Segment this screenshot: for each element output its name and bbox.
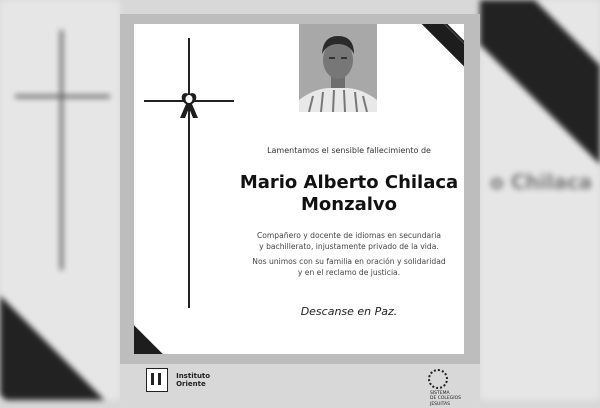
deceased-name: [226, 172, 464, 216]
ghost-cross-horizontal: [15, 95, 110, 98]
tribute-paragraph: [234, 230, 464, 252]
footer-logos: [120, 364, 480, 407]
closing-phrase: Descanse en Paz.: [300, 305, 398, 318]
cross-vertical-beam: [188, 38, 190, 308]
blurred-right-backdrop: [480, 0, 600, 400]
solidarity-line: Nos unimos con su familia en oración y solidaridad: [252, 257, 446, 266]
ghost-name-text: o Chilaca: [490, 170, 593, 194]
deceased-name-line1: Mario Alberto Chilaca: [239, 172, 459, 193]
instituto-oriente-wordmark: Instituto Oriente: [176, 372, 211, 388]
instituto-oriente-logo: [146, 368, 210, 392]
jesuit-sun-icon: [428, 369, 448, 389]
tribute-line: Compañero y docente de idiomas en secundaria: [256, 231, 442, 240]
ghost-cross-vertical: [60, 30, 63, 270]
solidarity-paragraph: [234, 256, 464, 278]
deceased-name-line2: Monzalvo: [301, 194, 397, 215]
ghost-mourning-band: [0, 269, 120, 400]
solidarity-line: y en el reclamo de justicia.: [297, 268, 401, 277]
sistema-colegios-jesuitas-logo: [428, 368, 480, 408]
mourning-band-bottom-left: [134, 314, 228, 354]
blurred-left-backdrop: [0, 0, 120, 400]
deceased-photo: [299, 24, 377, 112]
condolence-intro: Lamentamos el sensible fallecimiento de: [267, 146, 431, 155]
tribute-line: y bachillerato, injustamente privado de la vida.: [259, 242, 439, 251]
instituto-oriente-emblem-icon: [146, 368, 168, 392]
sistema-colegios-jesuitas-wordmark: SISTEMA DE COLEGIOS JESUITAS: [430, 390, 461, 407]
obituary-sheet: [134, 24, 464, 354]
portrait-photo-icon: [299, 24, 377, 112]
obituary-card: [120, 14, 480, 364]
mourning-ribbon-icon: [177, 90, 201, 120]
